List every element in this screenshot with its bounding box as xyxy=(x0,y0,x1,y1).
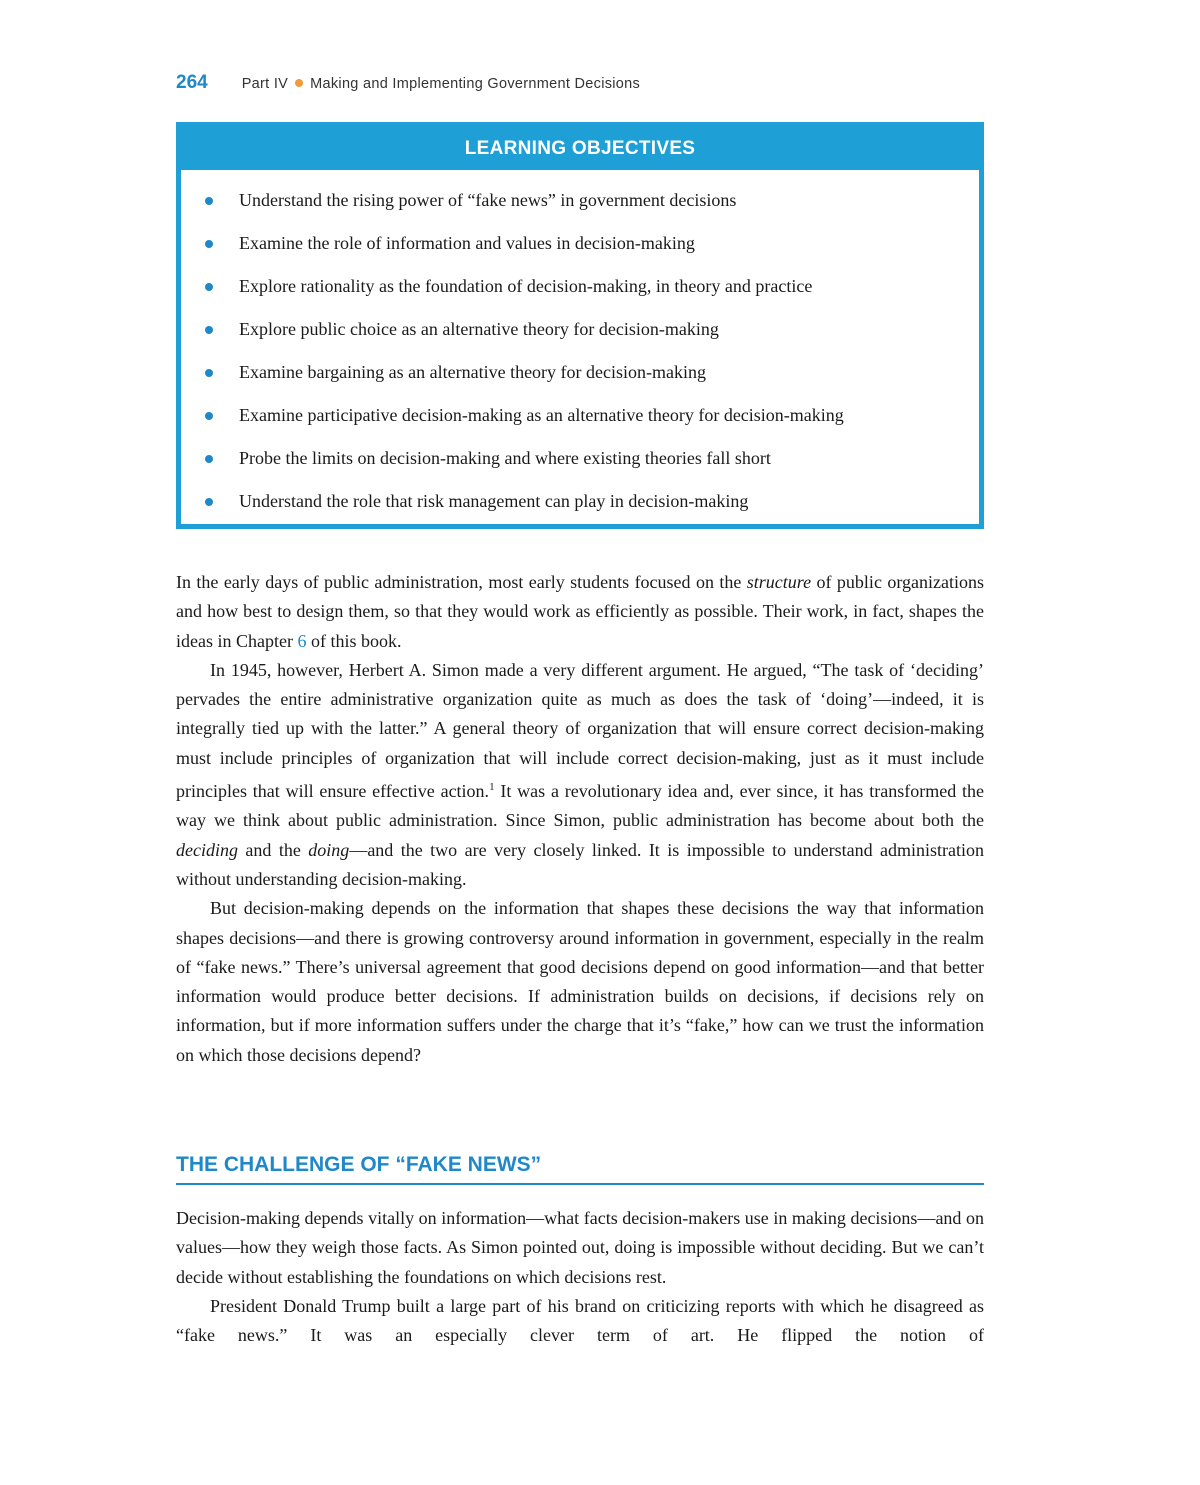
paragraph: In 1945, however, Herbert A. Simon made a very different argument. He argued, “The task of ‘deciding’ pervades the entire administrative organization quite as much as does the task of ‘doing’—indeed, it is integrally tied up with the latter.” A general theory of organization that will ensure correct decision-making must include principles of organization that will include correct decision-making, just as it must include principles that will ensure effective action.$^1$ It was a revolutionary idea and, ever since, it has transformed the way we think about public administration. Since Simon, public administration has become about both the deciding and the doing—and the two are very closely linked. It is impossible to understand administration without understanding decision-making. xyxy=(176,659,984,889)
learning-objectives-list xyxy=(205,179,959,523)
separator-dot-icon xyxy=(295,79,303,87)
list-item: Understand the rising power of “fake news” in government decisions xyxy=(205,179,959,222)
learning-objectives-title: LEARNING OBJECTIVES xyxy=(181,127,979,170)
emphasis: deciding xyxy=(176,839,238,860)
running-head xyxy=(242,76,640,92)
bullet-icon xyxy=(205,197,213,205)
section-heading: THE CHALLENGE OF “FAKE NEWS” xyxy=(176,1153,984,1185)
list-item: Explore public choice as an alternative theory for decision-making xyxy=(205,308,959,351)
running-header xyxy=(176,72,640,94)
bullet-icon xyxy=(205,498,213,506)
chapter-link[interactable]: 6 xyxy=(297,630,307,651)
list-item: Examine bargaining as an alternative theory for decision-making xyxy=(205,351,959,394)
emphasis: structure xyxy=(746,572,812,592)
list-item: Examine the role of information and values in decision-making xyxy=(205,222,959,265)
list-item: Explore rationality as the foundation of decision-making, in theory and practice xyxy=(205,265,959,308)
list-item: Probe the limits on decision-making and where existing theories fall short xyxy=(205,437,959,480)
bullet-icon xyxy=(205,240,213,248)
paragraph: Decision-making depends vitally on information—what facts decision-makers use in making decisions—and on values—how they weigh those facts. As Simon pointed out, doing is impossible without deciding. But we can’t decide without establishing the foundations on which decisions rest. xyxy=(176,1208,984,1287)
paragraph: In the early days of public administration, most early students focused on the structure of public organizations and how best to design them, so that they would work as efficiently as possible. Their work, in fact, shapes the ideas in Chapter 6 of this book. xyxy=(176,572,984,651)
page-number: 264 xyxy=(176,72,208,93)
learning-objectives-box xyxy=(176,122,984,529)
footnote-marker[interactable]: 1 xyxy=(489,781,495,794)
emphasis: doing xyxy=(308,839,350,860)
intro-text xyxy=(176,568,984,1070)
paragraph: President Donald Trump built a large part of his brand on criticizing reports with which he disagreed as “fake news.” It was an especially clever term of art. He flipped the notion of xyxy=(176,1295,984,1346)
bullet-icon xyxy=(205,369,213,377)
section-text xyxy=(176,1204,984,1350)
part-title: Making and Implementing Government Decisions xyxy=(310,76,641,92)
bullet-icon xyxy=(205,326,213,334)
paragraph: But decision-making depends on the information that shapes these decisions the way that information shapes decisions—and there is growing controversy around information in government, especially in the realm of “fake news.” There’s universal agreement that good decisions depend on good information—and that better information would produce better decisions. If administration builds on decisions, if decisions rely on information, but if more information suffers under the charge that it’s “fake,” how can we trust the information on which those decisions depend? xyxy=(176,898,984,1065)
list-item: Understand the role that risk management can play in decision-making xyxy=(205,480,959,523)
bullet-icon xyxy=(205,412,213,420)
bullet-icon xyxy=(205,455,213,463)
part-label: Part IV xyxy=(241,76,289,92)
list-item: Examine participative decision-making as an alternative theory for decision-making xyxy=(205,394,959,437)
bullet-icon xyxy=(205,283,213,291)
